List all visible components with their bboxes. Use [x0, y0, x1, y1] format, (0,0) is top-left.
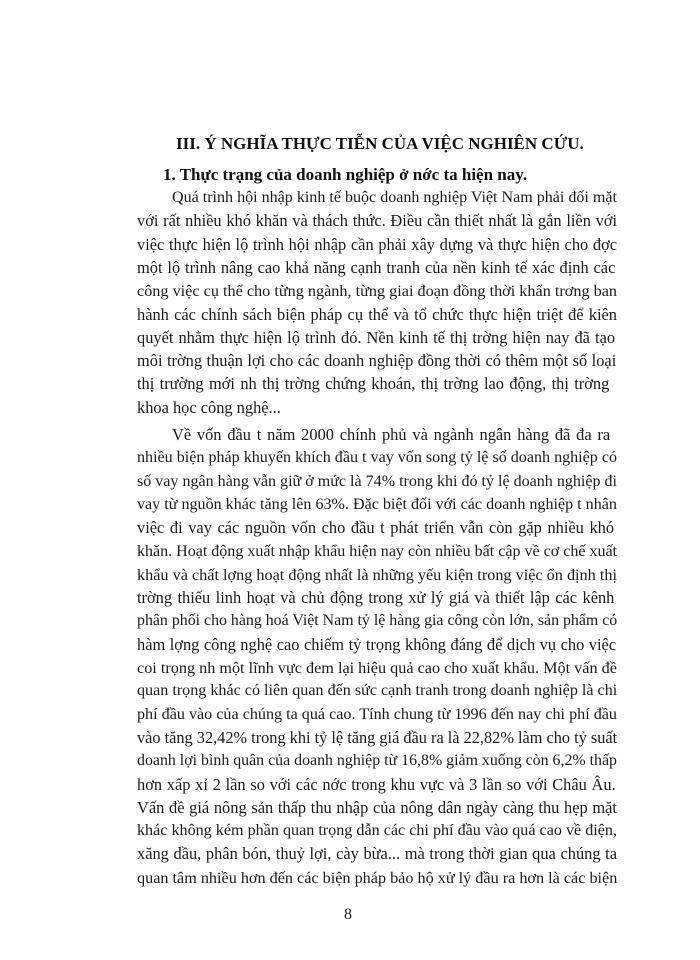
text-line: khăn. Hoạt động xuất nhập khẩu hiện nay còn nhiều bất cập về cơ chế xuất	[137, 542, 618, 560]
subsection-heading: 1. Thực trạng của doanh nghiệp ở nớc ta hiện nay.	[163, 165, 528, 184]
text-line: coi trọng nh một lĩnh vực đem lại hiệu quả cao cho xuất khẩu. Một vấn đề	[137, 659, 617, 677]
text-line: vay từ nguồn khác tăng lên 63%. Đặc biệt đối với các doanh nghiệp t nhân	[137, 495, 617, 513]
text-line: môi trờng thuận lợi cho các doanh nghiệp đồng thời có thêm một số loại	[137, 351, 617, 371]
text-line: khác không kém phần quan trọng dẫn các chi phí đầu vào quá cao về điện,	[137, 822, 617, 840]
text-line: Vấn đề giá nông sản thấp thu nhập của nông dân ngày càng thu hẹp mặt	[137, 797, 617, 817]
text-line: hơn xấp xỉ 2 lần so với các nớc trong khu vực và 3 lần so với Châu Âu.	[137, 774, 616, 794]
text-line: quyết nhằm thực hiện lộ trình đó. Nền kinh tế thị trờng hiện nay đã tạo	[137, 327, 616, 347]
text-line: khẩu và chất lợng hoạt động nhất là những yếu kiện trong việc ổn định thị	[137, 565, 617, 584]
text-line: quan tâm nhiều hơn đến các biện pháp bảo hộ xử lý đầu ra hơn là các biện	[137, 868, 618, 887]
text-line: hàm lợng công nghệ cao chiếm tỷ trọng không đáng để dịch vụ cho việc	[137, 634, 617, 654]
text-line: một lộ trình nâng cao khả năng cạnh tranh của nền kinh tế xác định các	[137, 257, 616, 277]
text-line: thị trường mới nh thị trờng chứng khoán, thị trờng lao động, thị trờng	[137, 374, 610, 394]
text-line: việc thực hiện lộ trình hội nhập cần phải xây dựng và thực hiện cho đợc	[137, 234, 618, 254]
text-line: Quá trình hội nhập kinh tế buộc doanh nghiệp Việt Nam phải đối mặt	[172, 189, 617, 206]
text-line: hành các chính sách biện pháp cụ thể và tổ chức thực hiện triệt để kiên	[137, 304, 617, 324]
text-line: Về vốn đầu t năm 2000 chính phủ và ngành ngân hàng đã đa ra	[172, 425, 611, 444]
page-number: 8	[344, 906, 352, 923]
text-line: trờng thiếu linh hoạt và chủ động trong xử lý giá và thiết lập các kênh	[137, 588, 615, 608]
text-line: quan trọng khác có liên quan đến sức cạnh tranh trong doanh nghiệp là chi	[137, 682, 618, 700]
text-line: phí đầu vào của chúng ta quá cao. Tính chung từ 1996 đến nay chi phí đầu	[137, 705, 617, 723]
text-line: xăng dầu, phân bón, thuỷ lợi, cày bừa... mà trong thời gian qua chúng ta	[137, 844, 618, 864]
section-heading: III. Ý NGHĨA THỰC TIỄN CỦA VIỆC NGHIÊN CỨU.	[176, 134, 584, 153]
text-line: nhiều biện pháp khuyến khích đầu t vay vốn song tỷ lệ số doanh nghiệp có	[137, 449, 618, 467]
text-line: công việc cụ thể cho từng ngành, từng giai đoạn đồng thời khẩn trơng ban	[137, 282, 618, 301]
text-line: phân phối cho hàng hoá Việt Nam tỷ lệ hàng gia công còn lớn, sản phẩm có	[137, 612, 618, 630]
text-line: số vay ngân hàng vẫn giữ ở mức là 74% trong khi đó tỷ lệ doanh nghiệp đi	[137, 472, 618, 490]
text-line: việc đi vay các nguồn vốn cho đầu t phát triển vẫn còn gặp nhiều khó	[137, 518, 615, 538]
text-line: khoa học công nghệ...	[137, 397, 281, 417]
text-line: doanh lợi bình quân của doanh nghiệp từ 16,8% giảm xuống còn 6,2% thấp	[137, 752, 617, 770]
text-line: vào tăng 32,42% trong khi tỷ lệ tăng giá đầu ra là 22,82% làm cho tỷ suất	[137, 727, 618, 747]
text-line: với rất nhiều khó khăn và thách thức. Điều cần thiết nhất là gắn liền với	[137, 211, 618, 231]
